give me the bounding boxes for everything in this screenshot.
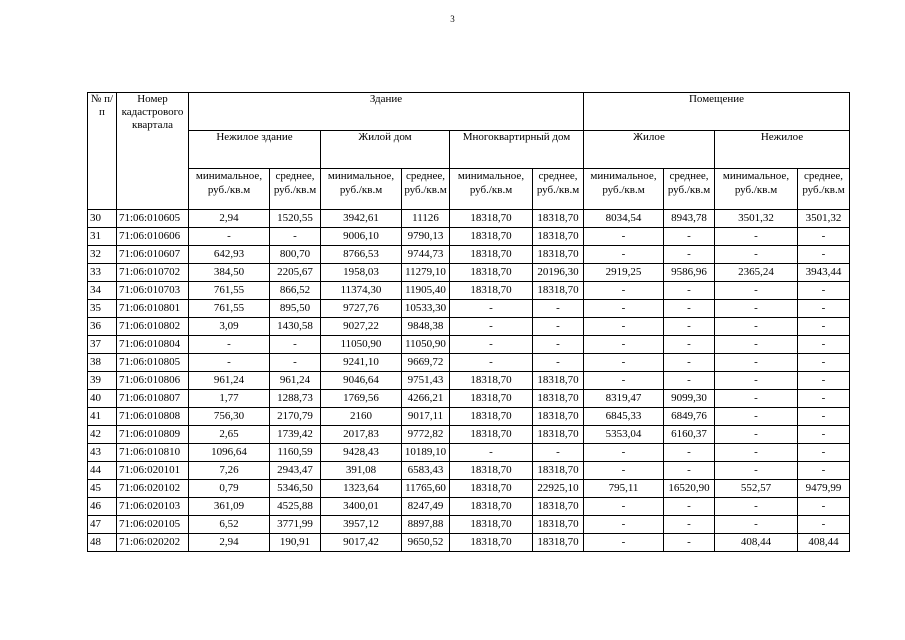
value-cell: 8319,47 — [584, 390, 664, 408]
value-cell: 8766,53 — [321, 246, 402, 264]
value-cell: 6849,76 — [664, 408, 715, 426]
value-cell: - — [584, 372, 664, 390]
value-cell: - — [664, 372, 715, 390]
value-cell: - — [798, 426, 850, 444]
value-cell: - — [450, 336, 533, 354]
row-number-cell: 41 — [88, 408, 117, 426]
value-cell: - — [533, 300, 584, 318]
header-avg: среднее, руб./кв.м — [402, 169, 450, 210]
value-cell: - — [664, 516, 715, 534]
value-cell: 1096,64 — [189, 444, 270, 462]
cadastral-number-cell: 71:06:010805 — [117, 354, 189, 372]
cadastral-number-cell: 71:06:020101 — [117, 462, 189, 480]
value-cell: 9744,73 — [402, 246, 450, 264]
value-cell: - — [715, 300, 798, 318]
value-cell: 3771,99 — [270, 516, 321, 534]
value-cell: 10533,30 — [402, 300, 450, 318]
value-cell: - — [798, 336, 850, 354]
value-cell: - — [798, 390, 850, 408]
value-cell: - — [450, 354, 533, 372]
value-cell: 3,09 — [189, 318, 270, 336]
value-cell: 2017,83 — [321, 426, 402, 444]
value-cell: 8034,54 — [584, 210, 664, 228]
header-nonresidential: Нежилое — [715, 131, 850, 169]
value-cell: 18318,70 — [450, 210, 533, 228]
value-cell: 11050,90 — [402, 336, 450, 354]
value-cell: - — [584, 354, 664, 372]
value-cell: - — [798, 462, 850, 480]
row-number-cell: 43 — [88, 444, 117, 462]
value-cell: - — [715, 282, 798, 300]
row-number-cell: 36 — [88, 318, 117, 336]
value-cell: 642,93 — [189, 246, 270, 264]
value-cell: 1958,03 — [321, 264, 402, 282]
value-cell: 9586,96 — [664, 264, 715, 282]
value-cell: - — [270, 336, 321, 354]
value-cell: 18318,70 — [450, 498, 533, 516]
value-cell: 18318,70 — [450, 408, 533, 426]
header-min: минимальное, руб./кв.м — [715, 169, 798, 210]
table-row — [88, 480, 850, 498]
cadastral-number-cell: 71:06:020202 — [117, 534, 189, 552]
value-cell: 16520,90 — [664, 480, 715, 498]
value-cell: - — [715, 498, 798, 516]
table-row — [88, 264, 850, 282]
value-cell: 2919,25 — [584, 264, 664, 282]
header-avg: среднее, руб./кв.м — [533, 169, 584, 210]
value-cell: - — [664, 444, 715, 462]
value-cell: 1160,59 — [270, 444, 321, 462]
value-cell: 3400,01 — [321, 498, 402, 516]
value-cell: 18318,70 — [450, 372, 533, 390]
value-cell: 18318,70 — [533, 372, 584, 390]
value-cell: 391,08 — [321, 462, 402, 480]
cadastral-number-cell: 71:06:010806 — [117, 372, 189, 390]
cadastral-number-cell: 71:06:010809 — [117, 426, 189, 444]
header-residential: Жилое — [584, 131, 715, 169]
value-cell: - — [715, 516, 798, 534]
table-row — [88, 336, 850, 354]
row-number-cell: 40 — [88, 390, 117, 408]
value-cell: 18318,70 — [533, 210, 584, 228]
row-number-cell: 31 — [88, 228, 117, 246]
cadastral-number-cell: 71:06:020102 — [117, 480, 189, 498]
value-cell: 361,09 — [189, 498, 270, 516]
value-cell: 11279,10 — [402, 264, 450, 282]
header-house: Жилой дом — [321, 131, 450, 169]
table-row — [88, 498, 850, 516]
value-cell: - — [715, 390, 798, 408]
value-cell: 552,57 — [715, 480, 798, 498]
header-min: минимальное, руб./кв.м — [189, 169, 270, 210]
value-cell: 11765,60 — [402, 480, 450, 498]
row-number-cell: 42 — [88, 426, 117, 444]
table-body — [88, 210, 850, 552]
value-cell: - — [664, 318, 715, 336]
value-cell: 3501,32 — [715, 210, 798, 228]
value-cell: 1323,64 — [321, 480, 402, 498]
row-number-cell: 44 — [88, 462, 117, 480]
value-cell: 18318,70 — [533, 498, 584, 516]
value-cell: 2365,24 — [715, 264, 798, 282]
header-avg: среднее, руб./кв.м — [664, 169, 715, 210]
value-cell: 9027,22 — [321, 318, 402, 336]
value-cell: 961,24 — [189, 372, 270, 390]
value-cell: - — [664, 354, 715, 372]
table-row — [88, 444, 850, 462]
value-cell: 800,70 — [270, 246, 321, 264]
value-cell: 18318,70 — [533, 228, 584, 246]
value-cell: - — [584, 300, 664, 318]
row-number-cell: 33 — [88, 264, 117, 282]
value-cell: 5346,50 — [270, 480, 321, 498]
value-cell: 2943,47 — [270, 462, 321, 480]
value-cell: 1769,56 — [321, 390, 402, 408]
value-cell: 0,79 — [189, 480, 270, 498]
value-cell: - — [533, 336, 584, 354]
value-cell: - — [798, 372, 850, 390]
value-cell: 9428,43 — [321, 444, 402, 462]
value-cell: 18318,70 — [533, 462, 584, 480]
cadastral-number-cell: 71:06:010703 — [117, 282, 189, 300]
value-cell: - — [798, 228, 850, 246]
value-cell: 2160 — [321, 408, 402, 426]
value-cell: 18318,70 — [450, 516, 533, 534]
table-row — [88, 354, 850, 372]
value-cell: 11905,40 — [402, 282, 450, 300]
value-cell: - — [584, 246, 664, 264]
table-row — [88, 408, 850, 426]
value-cell: - — [664, 300, 715, 318]
value-cell: 961,24 — [270, 372, 321, 390]
row-number-cell: 32 — [88, 246, 117, 264]
row-number-cell: 47 — [88, 516, 117, 534]
value-cell: - — [584, 534, 664, 552]
cadastral-number-cell: 71:06:010804 — [117, 336, 189, 354]
cadastral-number-cell: 71:06:010605 — [117, 210, 189, 228]
header-premises: Помещение — [584, 93, 850, 131]
value-cell: - — [189, 354, 270, 372]
value-cell: - — [664, 282, 715, 300]
value-cell: - — [450, 318, 533, 336]
value-cell: 895,50 — [270, 300, 321, 318]
cadastral-number-cell: 71:06:010702 — [117, 264, 189, 282]
value-cell: 6583,43 — [402, 462, 450, 480]
table-row — [88, 246, 850, 264]
header-building: Здание — [189, 93, 584, 131]
value-cell: 9006,10 — [321, 228, 402, 246]
value-cell: 8943,78 — [664, 210, 715, 228]
value-cell: - — [798, 498, 850, 516]
value-cell: 22925,10 — [533, 480, 584, 498]
value-cell: 7,26 — [189, 462, 270, 480]
value-cell: 761,55 — [189, 282, 270, 300]
value-cell: - — [715, 228, 798, 246]
row-number-cell: 30 — [88, 210, 117, 228]
value-cell: - — [715, 462, 798, 480]
value-cell: 18318,70 — [533, 426, 584, 444]
value-cell: 18318,70 — [533, 390, 584, 408]
table-row — [88, 372, 850, 390]
value-cell: - — [715, 444, 798, 462]
table-row — [88, 282, 850, 300]
value-cell: 9848,38 — [402, 318, 450, 336]
value-cell: 9727,76 — [321, 300, 402, 318]
header-min: минимальное, руб./кв.м — [450, 169, 533, 210]
value-cell: 18318,70 — [450, 282, 533, 300]
cadastral-number-cell: 71:06:010607 — [117, 246, 189, 264]
value-cell: - — [584, 516, 664, 534]
cadastral-number-cell: 71:06:010810 — [117, 444, 189, 462]
value-cell: - — [798, 300, 850, 318]
value-cell: 11126 — [402, 210, 450, 228]
value-cell: - — [533, 354, 584, 372]
value-cell: 384,50 — [189, 264, 270, 282]
value-cell: - — [798, 246, 850, 264]
table-row — [88, 228, 850, 246]
value-cell: - — [715, 372, 798, 390]
header-apartment-building: Многоквартирный дом — [450, 131, 584, 169]
header-avg: среднее, руб./кв.м — [798, 169, 850, 210]
cadastral-number-cell: 71:06:010606 — [117, 228, 189, 246]
value-cell: 18318,70 — [450, 246, 533, 264]
table-row — [88, 318, 850, 336]
value-cell: 408,44 — [798, 534, 850, 552]
value-cell: - — [715, 336, 798, 354]
value-cell: 408,44 — [715, 534, 798, 552]
row-number-cell: 38 — [88, 354, 117, 372]
header-avg: среднее, руб./кв.м — [270, 169, 321, 210]
value-cell: - — [584, 336, 664, 354]
cadastral-value-table — [87, 92, 850, 552]
table-row — [88, 516, 850, 534]
value-cell: - — [450, 300, 533, 318]
value-cell: 866,52 — [270, 282, 321, 300]
value-cell: 18318,70 — [533, 516, 584, 534]
value-cell: 9017,11 — [402, 408, 450, 426]
cadastral-number-cell: 71:06:020105 — [117, 516, 189, 534]
value-cell: - — [584, 228, 664, 246]
value-cell: 2,65 — [189, 426, 270, 444]
value-cell: 1430,58 — [270, 318, 321, 336]
value-cell: 18318,70 — [450, 264, 533, 282]
table-row — [88, 210, 850, 228]
value-cell: - — [715, 318, 798, 336]
row-number-cell: 39 — [88, 372, 117, 390]
value-cell: 9241,10 — [321, 354, 402, 372]
value-cell: 9790,13 — [402, 228, 450, 246]
value-cell: 11050,90 — [321, 336, 402, 354]
value-cell: 10189,10 — [402, 444, 450, 462]
cadastral-number-cell: 71:06:010802 — [117, 318, 189, 336]
value-cell: 6845,33 — [584, 408, 664, 426]
value-cell: - — [584, 282, 664, 300]
value-cell: 2170,79 — [270, 408, 321, 426]
value-cell: - — [664, 228, 715, 246]
value-cell: 20196,30 — [533, 264, 584, 282]
value-cell: 756,30 — [189, 408, 270, 426]
value-cell: 1739,42 — [270, 426, 321, 444]
row-number-cell: 37 — [88, 336, 117, 354]
value-cell: 2,94 — [189, 534, 270, 552]
value-cell: 9046,64 — [321, 372, 402, 390]
header-num: № п/п — [88, 93, 117, 210]
cadastral-number-cell: 71:06:010801 — [117, 300, 189, 318]
cadastral-number-cell: 71:06:010807 — [117, 390, 189, 408]
value-cell: 18318,70 — [450, 228, 533, 246]
value-cell: 18318,70 — [450, 426, 533, 444]
header-nonres-building: Нежилое здание — [189, 131, 321, 169]
value-cell: - — [189, 228, 270, 246]
cadastral-number-cell: 71:06:020103 — [117, 498, 189, 516]
value-cell: 1520,55 — [270, 210, 321, 228]
value-cell: 3957,12 — [321, 516, 402, 534]
value-cell: 18318,70 — [450, 534, 533, 552]
value-cell: - — [715, 408, 798, 426]
value-cell: - — [533, 444, 584, 462]
value-cell: - — [664, 498, 715, 516]
value-cell: 9017,42 — [321, 534, 402, 552]
value-cell: 18318,70 — [450, 462, 533, 480]
page-number: 3 — [450, 14, 455, 24]
value-cell: 761,55 — [189, 300, 270, 318]
value-cell: - — [798, 408, 850, 426]
table-row — [88, 426, 850, 444]
value-cell: - — [664, 462, 715, 480]
value-cell: 9669,72 — [402, 354, 450, 372]
cadastral-number-cell: 71:06:010808 — [117, 408, 189, 426]
value-cell: 18318,70 — [450, 480, 533, 498]
value-cell: - — [584, 318, 664, 336]
table-row — [88, 300, 850, 318]
value-cell: 5353,04 — [584, 426, 664, 444]
value-cell: - — [270, 354, 321, 372]
value-cell: - — [715, 426, 798, 444]
value-cell: 9099,30 — [664, 390, 715, 408]
value-cell: 18318,70 — [533, 408, 584, 426]
header-cadastral: Номер кадастрового квартала — [117, 93, 189, 210]
value-cell: - — [664, 534, 715, 552]
header-min: минимальное, руб./кв.м — [584, 169, 664, 210]
value-cell: - — [584, 498, 664, 516]
value-cell: - — [715, 354, 798, 372]
row-number-cell: 48 — [88, 534, 117, 552]
value-cell: - — [798, 444, 850, 462]
value-cell: - — [798, 318, 850, 336]
value-cell: - — [584, 444, 664, 462]
value-cell: 8897,88 — [402, 516, 450, 534]
value-cell: 9751,43 — [402, 372, 450, 390]
value-cell: - — [798, 354, 850, 372]
row-number-cell: 35 — [88, 300, 117, 318]
value-cell: 18318,70 — [450, 390, 533, 408]
row-number-cell: 46 — [88, 498, 117, 516]
value-cell: 2,94 — [189, 210, 270, 228]
value-cell: 3501,32 — [798, 210, 850, 228]
value-cell: - — [715, 246, 798, 264]
value-cell: 18318,70 — [533, 534, 584, 552]
value-cell: - — [798, 282, 850, 300]
value-cell: - — [664, 336, 715, 354]
row-number-cell: 34 — [88, 282, 117, 300]
value-cell: 11374,30 — [321, 282, 402, 300]
header-min: минимальное, руб./кв.м — [321, 169, 402, 210]
value-cell: 4525,88 — [270, 498, 321, 516]
value-cell: 6,52 — [189, 516, 270, 534]
value-cell: 795,11 — [584, 480, 664, 498]
value-cell: - — [798, 516, 850, 534]
value-cell: 9479,99 — [798, 480, 850, 498]
value-cell: 18318,70 — [533, 246, 584, 264]
value-cell: 1,77 — [189, 390, 270, 408]
value-cell: 190,91 — [270, 534, 321, 552]
table-row — [88, 462, 850, 480]
table-row — [88, 534, 850, 552]
value-cell: 4266,21 — [402, 390, 450, 408]
row-number-cell: 45 — [88, 480, 117, 498]
value-cell: 8247,49 — [402, 498, 450, 516]
value-cell: 2205,67 — [270, 264, 321, 282]
value-cell: - — [450, 444, 533, 462]
value-cell: 3942,61 — [321, 210, 402, 228]
value-cell: - — [584, 462, 664, 480]
value-cell: 9772,82 — [402, 426, 450, 444]
table-row — [88, 390, 850, 408]
value-cell: 9650,52 — [402, 534, 450, 552]
value-cell: 6160,37 — [664, 426, 715, 444]
value-cell: 1288,73 — [270, 390, 321, 408]
value-cell: 3943,44 — [798, 264, 850, 282]
value-cell: - — [533, 318, 584, 336]
value-cell: - — [270, 228, 321, 246]
value-cell: - — [664, 246, 715, 264]
value-cell: 18318,70 — [533, 282, 584, 300]
value-cell: - — [189, 336, 270, 354]
